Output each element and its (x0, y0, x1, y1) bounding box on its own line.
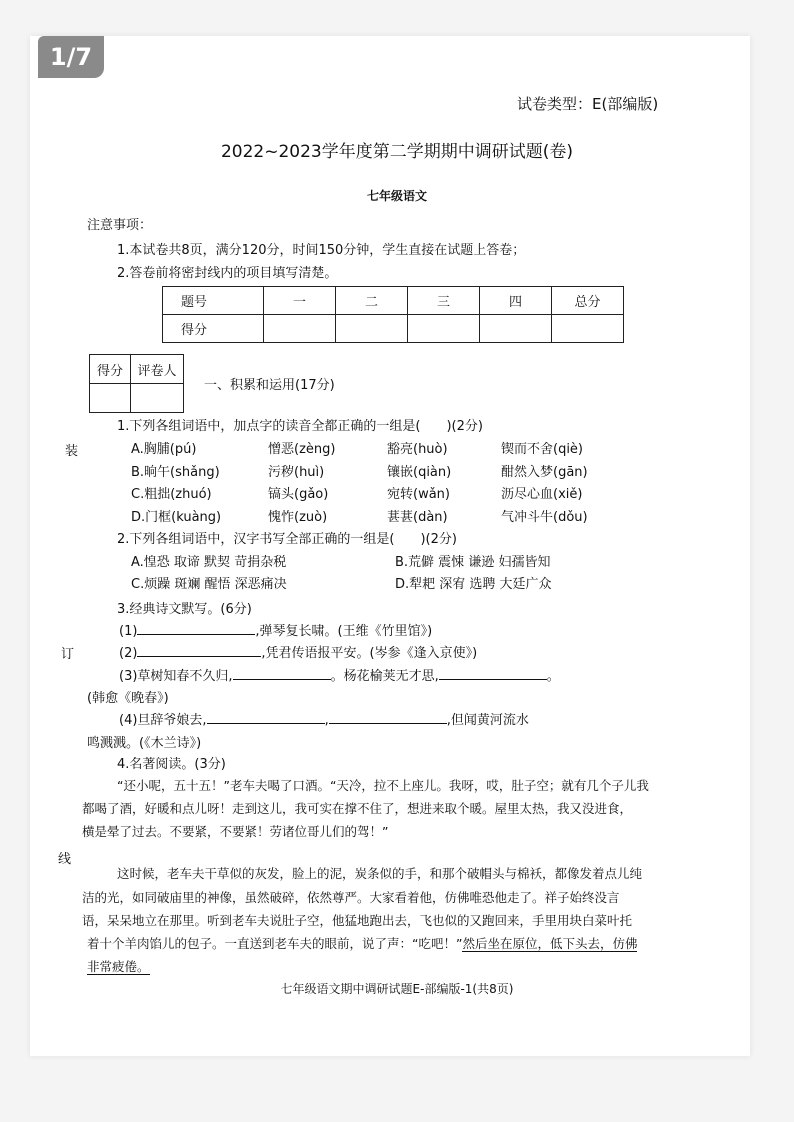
q3-line-1 (119, 620, 432, 639)
question-4-stem: 4.名著阅读。(3分) (117, 757, 226, 772)
page-footer: 七年级语文期中调研试题E-部编版-1(共8页) (280, 982, 514, 996)
q3-line-2-text: ,凭君传语报平安。(岑参《逢入京使》) (261, 646, 478, 661)
score-table (162, 286, 624, 343)
score-cell (336, 315, 408, 343)
answer-blank[interactable] (137, 642, 261, 657)
q1-option: 污秽(huì) (268, 465, 325, 480)
q3-line-4-text: (4)旦辞爷娘去, (119, 713, 207, 728)
score-row-label: 得分 (163, 315, 264, 343)
answer-blank[interactable] (439, 665, 547, 680)
page-indicator: 1/7 (38, 36, 104, 78)
q3-line-3-mid: 。杨花榆荚无才思, (330, 669, 439, 684)
q3-line-3-end: 。 (546, 669, 560, 684)
binding-mark: 线 (58, 852, 72, 867)
question-1-stem: 1.下列各组词语中，加点字的读音全都正确的一组是( )(2分) (117, 419, 483, 434)
exam-type: 试卷类型：E(部编版) (517, 95, 659, 113)
q1-option: D.门框(kuàng) (131, 510, 222, 525)
q3-line-1-number: (1) (119, 624, 138, 639)
q1-option: 锲而不舍(qiè) (501, 442, 584, 457)
answer-blank[interactable] (329, 709, 447, 724)
q1-option: 镐头(gǎo) (268, 487, 329, 502)
score-header-cell: 总分 (552, 287, 624, 315)
q2-option: D.犁耙 深宥 选聘 大廷广众 (395, 577, 552, 592)
grader-box (89, 354, 184, 413)
q3-line-4-end: ,但闻黄河流水 (446, 713, 529, 728)
passage-text: 着十个羊肉馅儿的包子。一直送到老车夫的眼前，说了声：“吃吧！” (87, 936, 463, 951)
q3-line-4-mid: , (324, 713, 329, 728)
question-3-stem: 3.经典诗文默写。(6分) (117, 602, 252, 617)
score-cell (264, 315, 336, 343)
grader-score-cell (90, 384, 131, 413)
q1-option: 憎恶(zèng) (268, 442, 336, 457)
q3-line-4 (119, 709, 529, 728)
passage-line (87, 934, 637, 952)
score-header-cell: 二 (336, 287, 408, 315)
passage-line: 都喝了酒，好暖和点儿呀！走到这儿，我可实在撑不住了，想进来取个暖。屋里太热，我又没进食， (82, 801, 633, 816)
q3-line-4-tail: 鸣溅溅。(《木兰诗》) (87, 736, 202, 751)
grader-name-label: 评卷人 (131, 355, 184, 384)
q1-option: 豁亮(huò) (387, 442, 448, 457)
q3-line-2 (119, 642, 477, 661)
q1-option: 宛转(wǎn) (387, 487, 450, 502)
q3-line-2-number: (2) (119, 646, 138, 661)
score-cell (408, 315, 480, 343)
answer-blank[interactable] (207, 709, 325, 724)
q1-option: 气冲斗牛(dǒu) (501, 510, 588, 525)
passage-line: 横是晕了过去。不要紧，不要紧！劳诸位哥儿们的驾！” (82, 824, 389, 839)
q1-option: C.粗拙(zhuó) (131, 487, 212, 502)
grader-name-cell (131, 384, 184, 413)
q1-option: 酣然入梦(gān) (501, 465, 588, 480)
score-header-cell: 题号 (163, 287, 264, 315)
passage-line: “还小呢，五十五！”老车夫喝了口酒。“天冷，拉不上座儿。我呀，哎，肚子空；就有几个子儿我 (117, 778, 649, 793)
q2-option: C.烦躁 斑斓 醒悟 深恶痛决 (131, 577, 287, 592)
q1-option: 沥尽心血(xiě) (501, 487, 583, 502)
answer-blank[interactable] (233, 665, 331, 680)
underlined-sentence-end: 非常疲倦。 (87, 959, 150, 974)
score-table-row (163, 315, 624, 343)
notice-heading: 注意事项： (87, 218, 153, 233)
section-1-title: 一、积累和运用(17分) (204, 378, 335, 393)
binding-mark: 装 (65, 444, 79, 459)
notice-item-2: 2.答卷前将密封线内的项目填写清楚。 (117, 266, 338, 281)
exam-subject: 七年级语文 (366, 189, 427, 203)
notice-item-1: 1.本试卷共8页，满分120分，时间150分钟，学生直接在试题上答卷； (117, 243, 526, 258)
q3-line-3 (119, 665, 560, 684)
q1-option: A.胸脯(pú) (131, 442, 197, 457)
question-2-stem: 2.下列各组词语中，汉字书写全部正确的一组是( )(2分) (117, 532, 457, 547)
score-cell (480, 315, 552, 343)
score-header-cell: 一 (264, 287, 336, 315)
q3-line-3-source: (韩愈《晚春》) (87, 691, 169, 706)
score-header-cell: 四 (480, 287, 552, 315)
answer-blank[interactable] (137, 620, 255, 635)
score-table-header (163, 287, 624, 315)
q2-option: B.荒僻 震悚 谦逊 妇孺皆知 (395, 555, 551, 570)
q1-option: B.晌午(shǎng) (131, 465, 220, 480)
q1-option: 葚葚(dàn) (387, 510, 448, 525)
score-cell (552, 315, 624, 343)
q1-option: 镶嵌(qiàn) (387, 465, 452, 480)
q1-option: 愧怍(zuò) (268, 510, 328, 525)
passage-line (87, 957, 150, 975)
q3-line-3-text: (3)草树知春不久归, (119, 669, 233, 684)
exam-title: 2022~2023学年度第二学期期中调研试题(卷) (220, 142, 574, 162)
grader-score-label: 得分 (90, 355, 131, 384)
score-header-cell: 三 (408, 287, 480, 315)
passage-line: 洁的光，如同破庙里的神像，虽然破碎，依然尊严。大家看着他，仿佛唯恐他走了。祥子始终没言 (82, 890, 620, 905)
q2-option: A.惶恐 取谛 默契 苛捐杂税 (131, 555, 287, 570)
q3-line-1-text: ,弹琴复长啸。(王维《竹里馆》) (255, 624, 433, 639)
passage-line: 这时候，老车夫干草似的灰发，脸上的泥，炭条似的手，和那个破帽头与棉袄，都像发着点儿纯 (117, 866, 643, 881)
passage-line: 语，呆呆地立在那里。听到老车夫说肚子空，他猛地跑出去，飞也似的又跑回来，手里用块白菜叶托 (82, 913, 633, 928)
underlined-sentence: 然后坐在原位，低下头去，仿佛 (462, 936, 638, 951)
binding-mark: 订 (61, 647, 75, 662)
